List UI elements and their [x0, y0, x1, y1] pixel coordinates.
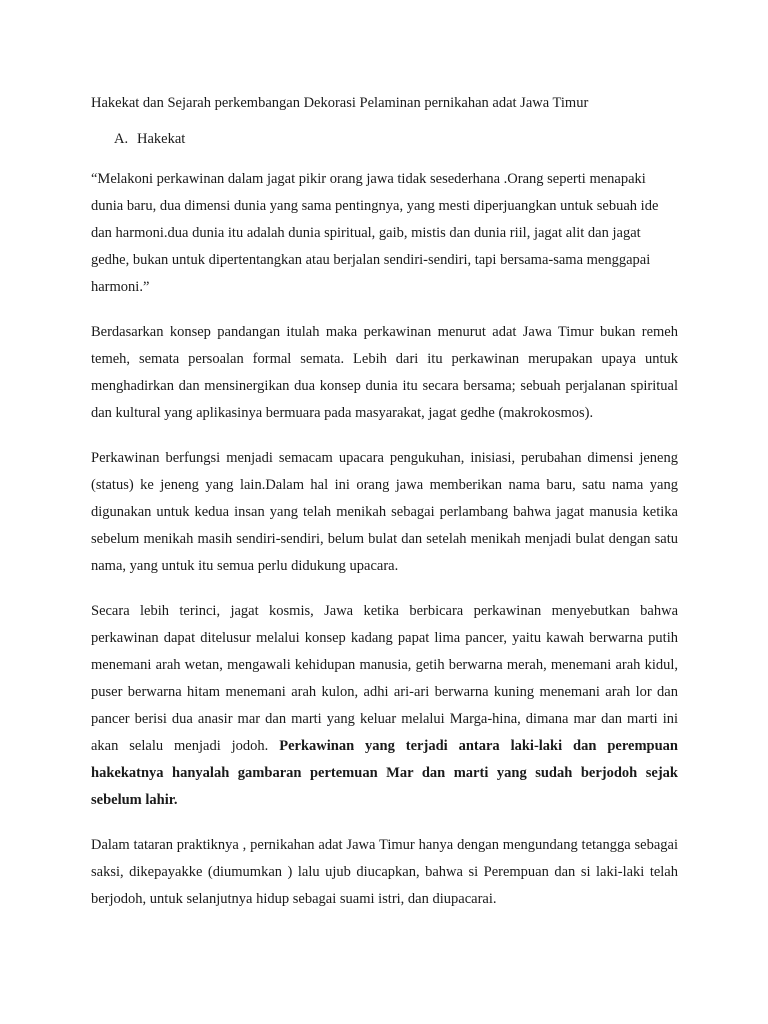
paragraph-4-text: Secara lebih terinci, jagat kosmis, Jawa ketika berbicara perkawinan menyebutkan bahwa perkawinan dapat ditelusur melalui konsep kadang papat lima pancer, yaitu kawah berwarna putih menemani arah wetan, mengawali kehidupan manusia, getih berwarna merah, menemani arah kidul, puser berwarna hitam menemani arah kulon, adhi ari-ari berwarna kuning menemani arah lor dan pancer berisi dua anasir mar dan marti yang keluar melalui Marga-hina, dimana mar dan marti ini akan selalu menjadi jodoh.: [91, 603, 678, 754]
paragraph-4: [91, 598, 678, 814]
section-letter: A.: [114, 131, 129, 147]
paragraph-5: Dalam tataran praktiknya , pernikahan adat Jawa Timur hanya dengan mengundang tetangga sebagai saksi, dikepayakke (diumumkan ) lalu ujub diucapkan, bahwa si Perempuan dan si laki-laki telah berjodoh, untuk selanjutnya hidup sebagai suami istri, dan diupacarai.: [91, 837, 678, 907]
paragraph-quote: “Melakoni perkawinan dalam jagat pikir orang jawa tidak sesederhana .Orang seperti menapaki dunia baru, dua dimensi dunia yang sama pentingnya, yang mesti diperjuangkan untuk sebuah ide dan harmoni.dua dunia itu adalah dunia spiritual, gaib, mistis dan dunia riil, jagat alit dan jagat gedhe, bukan untuk dipertentangkan atau berjalan sendiri-sendiri, tapi bersama-sama menggapai harmoni.”: [91, 171, 659, 295]
paragraph-3: Perkawinan berfungsi menjadi semacam upacara pengukuhan, inisiasi, perubahan dimensi jeneng (status) ke jeneng yang lain.Dalam hal ini orang jawa memberikan nama baru, satu nama yang digunakan untuk kedua insan yang telah menikah sebagai perlambang bahwa jagat manusia ketika sebelum menikah masih sendiri-sendiri, belum bulat dan setelah menikah menjadi bulat dengan satu nama, yang untuk itu semua perlu didukung upacara.: [91, 450, 678, 574]
paragraph-4-bold-text: Perkawinan yang terjadi antara laki-laki dan perempuan hakekatnya hanyalah gambaran pertemuan Mar dan marti yang sudah berjodoh sejak sebelum lahir.: [91, 738, 678, 808]
paragraph-2: Berdasarkan konsep pandangan itulah maka perkawinan menurut adat Jawa Timur bukan remeh temeh, semata persoalan formal semata. Lebih dari itu perkawinan merupakan upaya untuk menghadirkan dan mensinergikan dua konsep dunia itu secara bersama; sebuah perjalanan spiritual dan kultural yang aplikasinya bermuara pada masyarakat, jagat gedhe (makrokosmos).: [91, 324, 678, 421]
section-heading-text: Hakekat: [137, 131, 186, 147]
document-title: Hakekat dan Sejarah perkembangan Dekorasi Pelaminan pernikahan adat Jawa Timur: [91, 95, 589, 111]
document-page: [91, 92, 678, 931]
section-heading: [114, 128, 678, 150]
